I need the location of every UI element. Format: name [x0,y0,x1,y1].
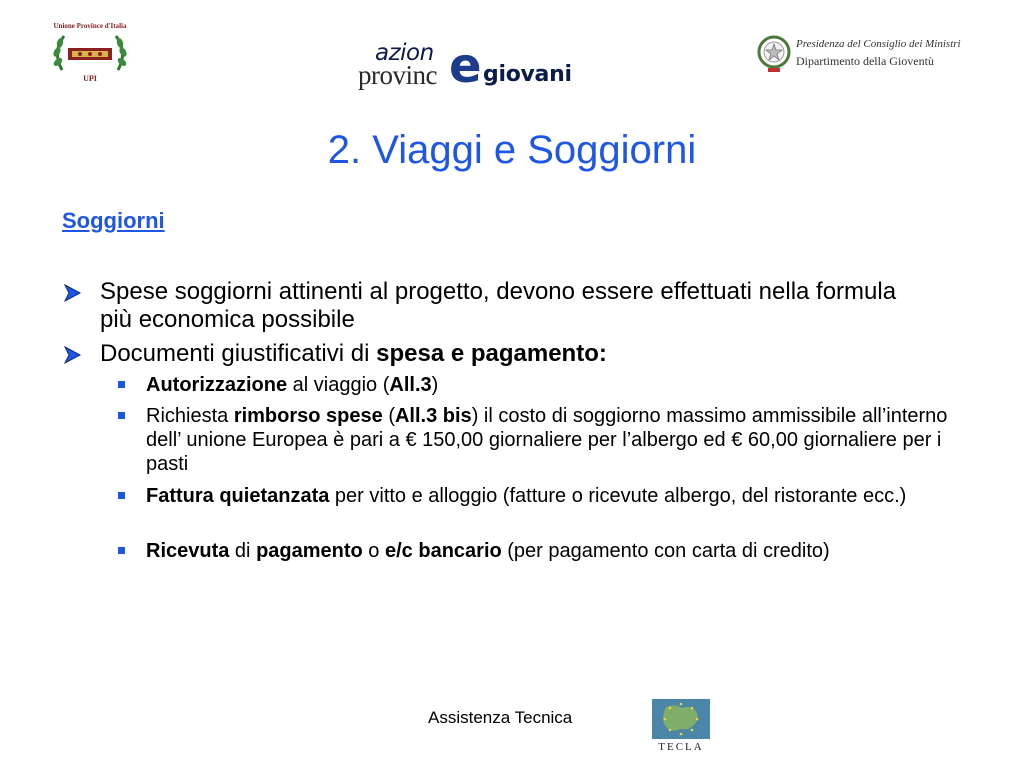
plain-text: Richiesta [146,405,234,427]
dipartimento-gioventu-logo [756,32,966,76]
bold-text: Ricevuta [146,540,230,562]
plain-text: (per pagamento con carta di credito) [501,540,830,562]
tecla-logo-label: TECLA [658,741,704,753]
plain-text: al viaggio ( [287,374,390,396]
logo-text-e: e [449,42,482,88]
bullet-text-prefix: Documenti giustificativi di [100,340,377,367]
plain-text: ) il costo di soggiorno massimo ammissibile all’interno dell’ unione Europea è pari a € 150,00 giornaliere per l’albergo ed € 60,00 giornaliere per i pasti [146,405,948,475]
plain-text: per vitto e alloggio (fatture o ricevute albergo, del ristorante ecc.) [329,485,907,507]
bullet-text: Spese soggiorni attinenti al progetto, devono essere effettuati nella formula più economica possibile [100,278,897,333]
bold-text: All.3 bis [394,405,472,427]
dip-logo-line1: Presidenza del Consiglio dei Ministri [796,38,961,50]
upi-logo [48,22,132,84]
azione-province-giovani-logo [355,40,600,90]
plain-text: o [362,540,385,562]
bullet-text [100,340,920,368]
tecla-logo [650,699,712,759]
bullet-text-bold: spesa e pagamento: [376,340,607,367]
square-bullet-icon [118,381,125,388]
footer-text: Assistenza Tecnica [428,708,573,727]
square-bullet-icon [118,492,125,499]
section-heading: Soggiorni [62,208,165,233]
subbullet-text [146,404,956,476]
logo-text-azion: azion [375,40,434,66]
bold-text: All.3 [389,374,432,396]
subbullet-text [146,484,956,508]
bold-text: Autorizzazione [146,374,288,396]
subbullet-text [146,373,956,397]
plain-text: ) [431,374,439,396]
slide-title: 2. Viaggi e Soggiorni [327,128,697,172]
plain-text: ( [382,405,395,427]
plain-text: di [229,540,257,562]
arrow-bullet-icon [62,282,84,304]
upi-logo-title: Unione Province d'Italia [53,22,127,30]
bold-text: Fattura quietanzata [146,485,330,507]
logo-text-giovani: giovani [483,62,572,87]
dip-logo-line2: Dipartimento della Gioventù [796,54,934,68]
bold-text: e/c bancario [385,540,502,562]
bold-text: rimborso spese [233,405,383,427]
italian-emblem-icon [756,32,792,74]
logo-e-graphic [447,42,487,88]
upi-logo-label: UPI [83,74,97,83]
logo-text-provinc: provinc [358,60,437,90]
subbullet-text [146,539,956,563]
arrow-bullet-icon [62,344,84,366]
bold-text: pagamento [256,540,363,562]
square-bullet-icon [118,547,125,554]
square-bullet-icon [118,412,125,419]
europe-map-icon [652,699,710,739]
